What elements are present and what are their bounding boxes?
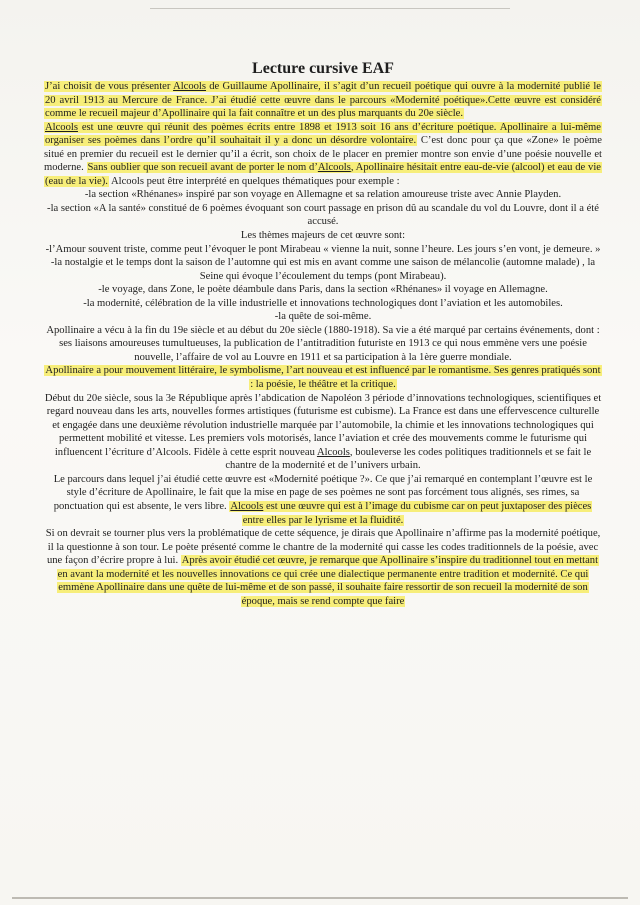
list-item-rhenanes: -la section «Rhénanes» inspiré par son voyage en Allemagne et sa relation amoureuse triste avec Annie Playden.: [84, 189, 562, 201]
bottom-edge-line: [12, 897, 628, 899]
list-item-nostalgie: -la nostalgie et le temps dont la saison de l’automne qui est mis en avant comme une saison de mélancolie (automne malade) , la Seine qui évoque l’écoulement du temps (pont Mirabeau).: [50, 257, 596, 282]
list-item-amour: -l’Amour souvent triste, comme peut l’évoquer le pont Mirabeau « vienne la nuit, sonne l’heure. Les jours s’en vont, je demeure. »: [45, 243, 601, 255]
underlined-title: Alcools: [45, 121, 78, 133]
highlighted-text: J’ai choisit de vous présenter Alcools de Guillaume Apollinaire, il s’agit d’un recueil poétique qui ouvre à la modernité publié le 20 avril 1913 au Mercure de France. J’ai étudié cette œuvre dans le parcours «Modernité poétique».Cette œuvre est considéré comme le recueil majeur d’Apollinaire qui la fait connaître et un des plus marquants du 20e siècle.: [45, 81, 601, 120]
highlighted-text: Apollinaire a pour mouvement littéraire, le symbolisme, l’art nouveau et est influencé par le romantisme. Ses genres pratiqués sont : la poésie, le théâtre et la critique.: [45, 365, 601, 391]
paragraph-structure: Alcools est une œuvre qui réunit des poèmes écrits entre 1898 et 1913 soit 16 ans d’écriture poétique. Apollinaire a lui-même organiser ses poèmes dans l’ordre qu’il souhaitait il y a donc un désordre volontaire. C’est donc pour ça que «Zone» le poème situé en premier du recueil est le dernier qu’il a écrit, son choix de le placer en premier montre son envie d’une poésie nouvelle et moderne. Sans oublier que son recueil avant de porter le nom d’Alcools, Apollinaire hésitait entre eau-de-vie (alcool) et eau de vie (eau de la vie). Alcools peut être interprété en quelques thématiques pour exemple :: [44, 121, 602, 187]
document-body: [44, 80, 602, 608]
underlined-title: Alcools: [230, 500, 264, 512]
list-item-quete: -la quête de soi-même.: [274, 311, 372, 323]
paragraph-context: Début du 20e siècle, sous la 3e République après l’abdication de Napoléon 3 période d’innovations technologiques, scientifiques et regard nouveau dans les arts, nouvelles formes artistiques (futurisme est cubisme). La France est dans une effervescence culturelle et engagée dans une deuxième révolution industrielle marquée par l’automobile, la chimie et les innovations technologiques qui permettent mobilité et vitesse. Les premiers vols motorisés, lance l’aviation et crée des mouvements comme le futurisme qui influencent l’écriture d’Alcools. Fidèle à cette esprit nouveau Alcools, bouleverse les codes politiques traditionnels et se fait le chantre de la modernité et de l’univers urbain.: [44, 392, 602, 472]
highlighted-text: Alcools est une œuvre qui réunit des poèmes écrits entre 1898 et 1913 soit 16 ans d’écriture poétique. Apollinaire a lui-même organiser ses poèmes dans l’ordre qu’il souhaitait il y a donc un désordre volontaire.: [45, 121, 601, 147]
list-item-modernite: -la modernité, célébration de la ville industrielle et innovations technologiques dont l’aviation et les automobiles.: [83, 297, 563, 309]
paragraph-intro: [44, 80, 602, 121]
top-edge-line: [150, 8, 510, 9]
underlined-title: Alcools: [316, 446, 350, 458]
list-item-voyage: -le voyage, dans Zone, le poète déambule dans Paris, dans la section «Rhénanes» il voyage en Allemagne.: [98, 284, 548, 296]
highlighted-text: Après avoir étudié cet œuvre, je remarque que Apollinaire s’inspire du traditionnel tout en mettant en avant la modernité et les nouvelles innovations ce qui crée une dialectique permanente entre tradition et modernité. Ce qui emmène Apollinaire dans une quête de lui-même et de son passé, il souhaite faire ressortir de son recueil la modernité de son époque, mais se rend compte que faire: [57, 555, 599, 607]
paragraph-movement: [44, 364, 602, 391]
paragraph-parcours: Le parcours dans lequel j’ai étudié cette œuvre est «Modernité poétique ?». Ce que j’ai remarqué en contemplant l’œuvre est le style d’écriture de Apollinaire, le fait que la mise en page de ses poèmes ne sont pas forcément tous alignés, ses rimes, sa ponctuation qui est absente, le vers libre. Alcools est une œuvre qui est à l’image du cubisme car on peut juxtaposer des pièces entre elles par le lyrisme et la fluidité.: [53, 473, 593, 526]
themes-heading: Les thèmes majeurs de cet œuvre sont:: [240, 230, 406, 242]
underlined-title: Alcools: [317, 162, 351, 174]
highlighted-text: Sans oublier que son recueil avant de porter le nom d’Alcools, Apollinaire hésitait entre eau-de-vie (alcool) et eau de vie (eau de la vie).: [45, 162, 601, 187]
paragraph-biography: Apollinaire a vécu à la fin du 19e siècle et au début du 20e siècle (1880-1918). Sa vie a été marqué par certains événements, dont : ses liaisons amoureuses tumultueuses, la publication de l’antitradition futuriste en 1913 ce qui nous emmène vers une poésie nouvelle, l’affaire de vol au Louvre en 1911 et sa participation à la 1ère guerre mondiale.: [46, 324, 600, 363]
highlighted-text: Alcools est une œuvre qui est à l’image du cubisme car on peut juxtaposer des pièces entre elles par le lyrisme et la fluidité.: [230, 500, 592, 526]
list-item-sante: -la section «A la santé» constitué de 6 poèmes évoquant son court passage en prison dû au scandale du vol du Louvre, dont il a été accusé.: [47, 202, 599, 228]
underlined-title: Alcools: [173, 81, 207, 92]
page-title: Lecture cursive EAF: [252, 60, 394, 77]
paragraph-problematique: Si on devrait se tourner plus vers la problématique de cette séquence, je dirais que Apollinaire n’affirme pas la modernité poétique, il la questionne à son tour. Le poète présenté comme le chantre de la modernité qui casse les codes traditionnels de la poésie, avec une façon d’écrire propre à lui. Après avoir étudié cet œuvre, je remarque que Apollinaire s’inspire du traditionnel tout en mettant en avant la modernité et les nouvelles innovations ce qui crée une dialectique permanente entre tradition et modernité. Ce qui emmène Apollinaire dans une quête de lui-même et de son passé, il souhaite faire ressortir de son recueil la modernité de son époque, mais se rend compte que faire: [45, 528, 601, 607]
